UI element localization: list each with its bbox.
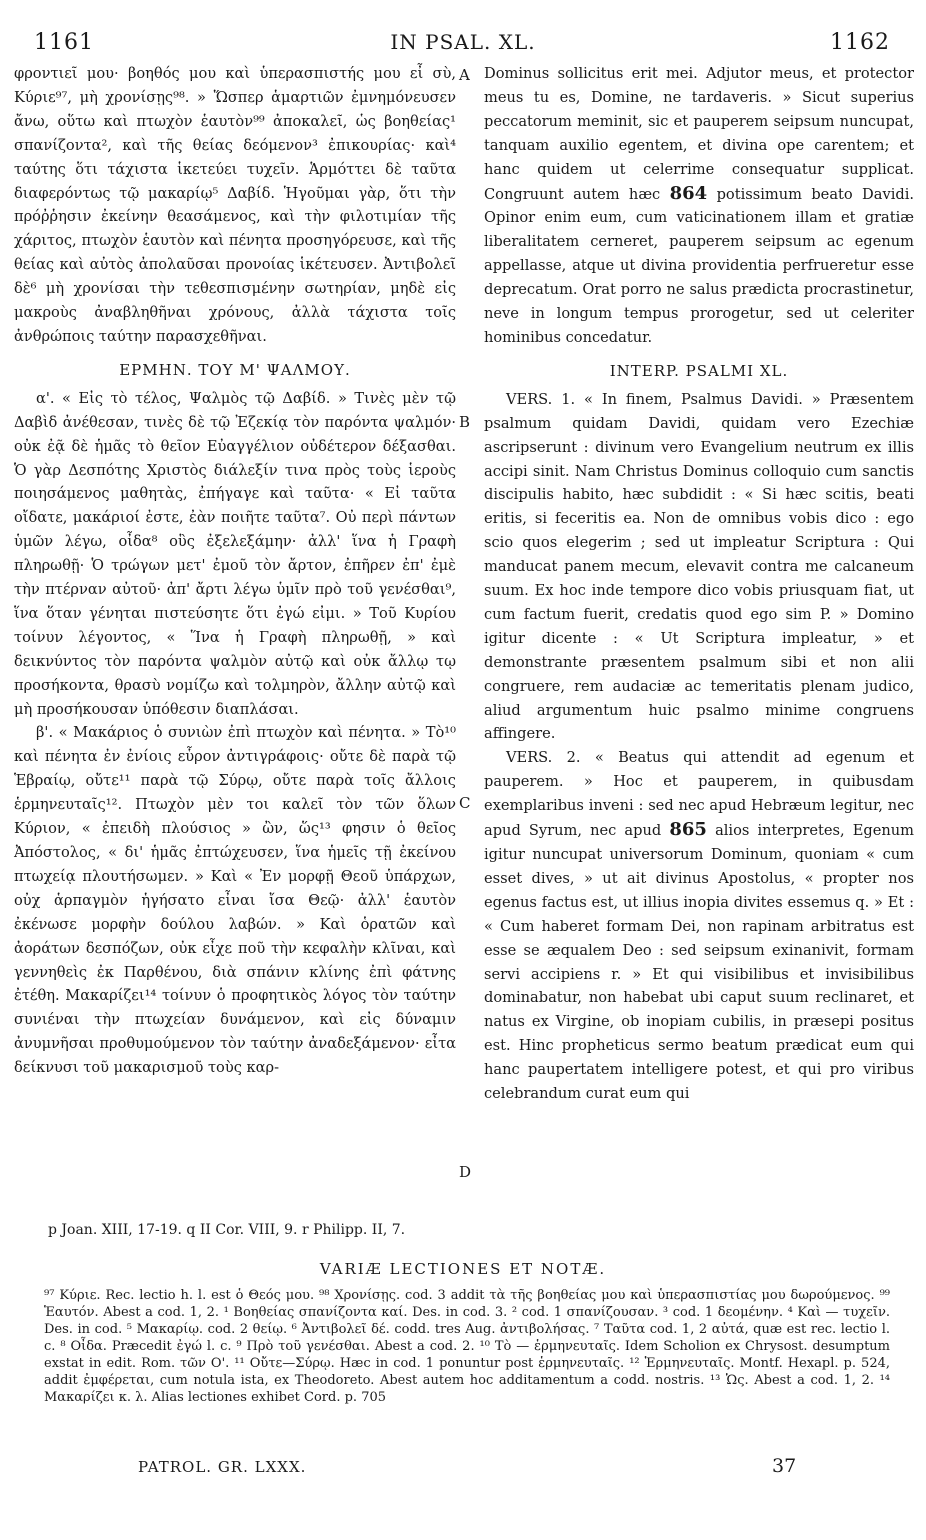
scripture-references: p Joan. XIII, 17-19. q II Cor. VIII, 9. r Philipp. II, 7.: [48, 1222, 406, 1238]
margin-marker-c: C: [459, 794, 471, 812]
latin-section-title: INTERP. PSALMI XL.: [609, 361, 789, 380]
footer-sheet-number: 37: [772, 1455, 797, 1477]
latin-intro-part-1: Dominus sollicitus erit mei. Adjutor meus, et protector meus tu es, Domine, ne tardaveris. » Sicut superius peccatorum meminit, sic et pauperem seipsum nuncupat, tanquam auxilio egentem, et divina ope carentem; et hanc quidem ut celerrime consequatur supplicat. Congruunt autem hæc: [484, 65, 914, 203]
latin-intro-part-2: potissimum beato Davidi. Opinor enim eum, cum vaticinationem illam et gratiæ liberalitatem cerneret, pauperem seipsum ac egenum appellasse, atque ut divina providentia perfrueretur esse deprecatum. Orat porro ne salus prædicta procrastinetur, neve in longum tempus prorogetur, sed ut celeriter hominibus concedatur.: [484, 185, 915, 346]
latin-verse-2: [484, 746, 914, 1106]
greek-verse-1: α'. « Εἰς τὸ τέλος, Ψαλμὸς τῷ Δαβίδ. » Τινὲς μὲν τῷ Δαβὶδ ἀνέθεσαν, τινὲς δὲ τῷ Ἐζεκίᾳ τὸν παρόντα ψαλμόν· οὐκ ἐᾷ δὲ ἡμᾶς τὸ θεῖον Εὐαγγέλιον οὐδέτερον δέξασθαι. Ὁ γὰρ Δεσπότης Χριστὸς διάλεξίν τινα πρὸς τοὺς ἱεροὺς ποιησάμενος μαθητὰς, ἐπήγαγε καὶ ταῦτα· « Εἰ ταῦτα οἴδατε, μακάριοί ἐστε, ἐὰν ποιῆτε ταῦτα⁷. Οὐ περὶ πάντων ὑμῶν λέγω, οἶδα⁸ οὓς ἐξελεξάμην· ἀλλ' ἵνα ἡ Γραφὴ πληρωθῇ· Ὁ τρώγων μετ' ἐμοῦ τὸν ἄρτον, ἐπῆρεν ἐπ' ἐμὲ τὴν πτέρναν αὐτοῦ· ἀπ' ἄρτι λέγω ὑμῖν πρὸ τοῦ γενέσθαι⁹, ἵνα ὅταν γένηται πιστεύσητε ὅτι ἐγώ εἰμι. » Τοῦ Κυρίου τοίνυν λέγοντος, « Ἵνα ἡ Γραφὴ πληρωθῇ, » καὶ δεικνύντος τὸν παρόντα ψαλμὸν αὐτῷ καὶ οὐκ ἄλλῳ τῳ προσήκοντα, θρασὺ νομίζω καὶ τολμηρὸν, ἄλλην αὐτῷ καὶ μὴ προσήκουσαν ὑπόθεσιν διαπλάσαι.: [14, 389, 456, 718]
greek-verse-2: β'. « Μακάριος ὁ συνιὼν ἐπὶ πτωχὸν καὶ πένητα. » Τὸ¹⁰ καὶ πένητα ἐν ἐνίοις εὗρον ἀντιγράφοις· οὔτε δὲ παρὰ τῷ Ἑβραίῳ, οὔτε¹¹ παρὰ τῷ Σύρῳ, οὔτε παρὰ τοῖς ἄλλοις ἑρμηνευταῖς¹². Πτωχὸν μὲν τοι καλεῖ τὸν τῶν ὅλων Κύριον, « ἐπειδὴ πλούσιος » ὢν, ὥς¹³ φησιν ὁ θεῖος Ἀπόστολος, « δι' ἡμᾶς ἐπτώχευσεν, ἵνα ἡμεῖς τῇ ἐκείνου πτωχείᾳ πλουτήσωμεν. » Καὶ « Ἐν μορφῇ Θεοῦ ὑπάρχων, οὐχ ἁρπαγμὸν ἡγήσατο εἶναι ἴσα Θεῷ· ἀλλ' ἑαυτὸν ἐκένωσε μορφὴν δούλου λαβών. » Καὶ ὁρατῶν καὶ ἀοράτων δεσπόζων, οὐκ εἶχε ποῦ τὴν κεφαλὴν κλῖναι, καὶ γεννηθεὶς ἐκ Παρθένου, διὰ σπάνιν κλίνης ἐπὶ φάτνης ἐτέθη. Μακαρίζει¹⁴ τοίνυν ὁ προφητικὸς λόγος τὸν ταύτην συνιέναι τὴν πτωχείαν δυνάμενον, καὶ εἰς δύναμιν ἀνυμνῆσαι προθυμούμενον τὸν ταύτην ἀναδεξάμενον· εἶτα δείκνυσι τοῦ μακαρισμοῦ τοὺς καρ-: [14, 724, 456, 1077]
page-number-right: 1162: [830, 30, 890, 55]
latin-verse-2-part-2: alios interpretes, Egenum igitur nuncupat universorum Dominum, quoniam « cum esset dives, » ut ait divinus Apostolus, « propter nos egenus factus est, ut illius inopia divites essemus q. » Et : « Cum haberet formam Dei, non rapinam arbitratus est esse se æqualem Deo : sed seipsum exinanivit, formam servi accipiens r. » Et qui visibilibus et invisibilibus dominabatur, non habebat ubi caput suum reclinaret, et natus ex Virgine, ob inopiam cubilis, in præsepi positus est. Hinc propheticus sermo beatum prædicat eum qui hanc paupertatem intelligere potest, et qui pro viribus celebrandum curat eum qui: [484, 822, 915, 1103]
margin-marker-b: B: [459, 413, 471, 431]
running-title: IN PSAL. XL.: [390, 30, 536, 54]
column-marker-864: 864: [669, 182, 708, 204]
column-marker-865: 865: [669, 819, 707, 841]
latin-verse-2-part-1: VERS. 2. « Beatus qui attendit ad egenum et pauperem. » Hoc et pauperem, in quibusdam exemplaribus inveni : sed nec apud Hebræum legitur, nec apud Syrum, nec apud: [484, 749, 914, 840]
page-header: [30, 30, 896, 60]
greek-section-title: ΕΡΜΗΝ. ΤΟΥ Μ' ΨΑΛΜΟΥ.: [119, 360, 351, 379]
margin-marker-a: A: [459, 66, 470, 84]
footer-series: PATROL. GR. LXXX.: [138, 1458, 307, 1476]
latin-verse-1: VERS. 1. « In finem, Psalmus Davidi. » Præsentem psalmum quidam Davidi, quidam vero Ezechiæ ascripserunt : divinum vero Evangelium neutrum ex illis accipi sinit. Nam Christus Dominus colloquio cum sanctis discipulis habito, hæc subdidit : « Si hæc scitis, beati eritis, si feceritis ea. Non de omnibus vobis dico : ego scio quos elegerim ; sed ut impleatur Scriptura : Qui manducat panem mecum, elevavit contra me calcaneum suum. Ex hoc inde tempore dico vobis priusquam fiat, ut cum factum fuerit, credatis quod ego sim P. » Domino igitur dicente : « Ut Scriptura impleatur, » et demonstrante præsentem psalmum sibi et non alii congruere, rem audaciæ ac temeritatis plenam judico, aliud argumentum huic psalmo minime congruens affingere.: [484, 390, 914, 743]
greek-column: [14, 62, 456, 1080]
variant-notes-text: ⁹⁷ Κύριε. Rec. lectio h. l. est ὁ Θεός μου. ⁹⁸ Χρονίσῃς. cod. 3 addit τὰ τῆς βοηθείας μου καὶ ὑπερασπιστίας μου δωρούμενος. ⁹⁹ Ἑαυτόν. Abest a cod. 1, 2. ¹ Βοηθείας σπανίζοντα καί. Des. in cod. 3. ² cod. 1 σπανίζουσαν. ³ cod. 1 δεομένην. ⁴ Καὶ — τυχεῖν. Des. in cod. ⁵ Μακαρίῳ. cod. 2 θείῳ. ⁶ Ἀντιβολεῖ δέ. codd. tres Aug. ἀντιβολήσας. ⁷ Ταῦτα cod. 1, 2 αὐτά, quæ est rec. lectio l. c. ⁸ Οἶδα. Præcedit ἐγώ l. c. ⁹ Πρὸ τοῦ γενέσθαι. Abest a cod. 2. ¹⁰ Τὸ — ἑρμηνευταῖς. Idem Scholion ex Chrysost. desumptum exstat in edit. Rom. τῶν Ο'. ¹¹ Οὔτε—Σύρῳ. Hæc in cod. 1 ponuntur post ἑρμηνευταῖς. ¹² Ἑρμηνευταῖς. Montf. Hexapl. p. 524, addit ἐμφέρεται, cum notula ista, ex Theodoreto. Abest autem hoc additamentum a codd. nostris. ¹³ Ὡς. Abest a cod. 1, 2. ¹⁴ Μακαρίζει κ. λ. Alias lectiones exhibet Cord. p. 705: [44, 1288, 890, 1405]
notes-title: VARIÆ LECTIONES ET NOTÆ.: [319, 1260, 607, 1278]
page-number-left: 1161: [34, 30, 94, 55]
margin-marker-d: D: [459, 1163, 472, 1181]
variant-notes: [44, 1287, 890, 1406]
latin-column: [484, 62, 914, 1106]
latin-intro: [484, 62, 914, 350]
greek-intro: φροντιεῖ μου· βοηθός μου καὶ ὑπερασπιστής μου εἶ σὺ, Κύριε⁹⁷, μὴ χρονίσῃς⁹⁸. » Ὥσπερ ἁμαρτιῶν ἐμνημόνευσεν ἄνω, οὕτω καὶ πτωχὸν ἑαυτὸν⁹⁹ ἀποκαλεῖ, ὡς βοηθείας¹ σπανίζοντα², καὶ τῆς θείας δεόμενον³ ἐπικουρίας· καὶ⁴ ταύτης ὅτι τάχιστα ἱκετεύει τυχεῖν. Ἁρμόττει δὲ ταῦτα διαφερόντως τῷ μακαρίῳ⁵ Δαβίδ. Ἡγοῦμαι γὰρ, ὅτι τὴν πρόῤῥησιν ἐκείνην θεασάμενος, καὶ τὴν φιλοτιμίαν τῆς χάριτος, πτωχὸν ἑαυτὸν καὶ πένητα προσηγόρευσε, καὶ τῆς θείας καὶ αὐτὸς ἀπολαῦσαι προνοίας ἱκέτευσεν. Ἀντιβολεῖ δὲ⁶ μὴ χρονίσαι τὴν τεθεσπισμένην σωτηρίαν, μηδὲ εἰς μακροὺς ἀναβληθῆναι χρόνους, ἀλλὰ τάχιστα τοῖς ἀνθρώποις ταύτην παρασχεθῆναι.: [14, 65, 456, 345]
